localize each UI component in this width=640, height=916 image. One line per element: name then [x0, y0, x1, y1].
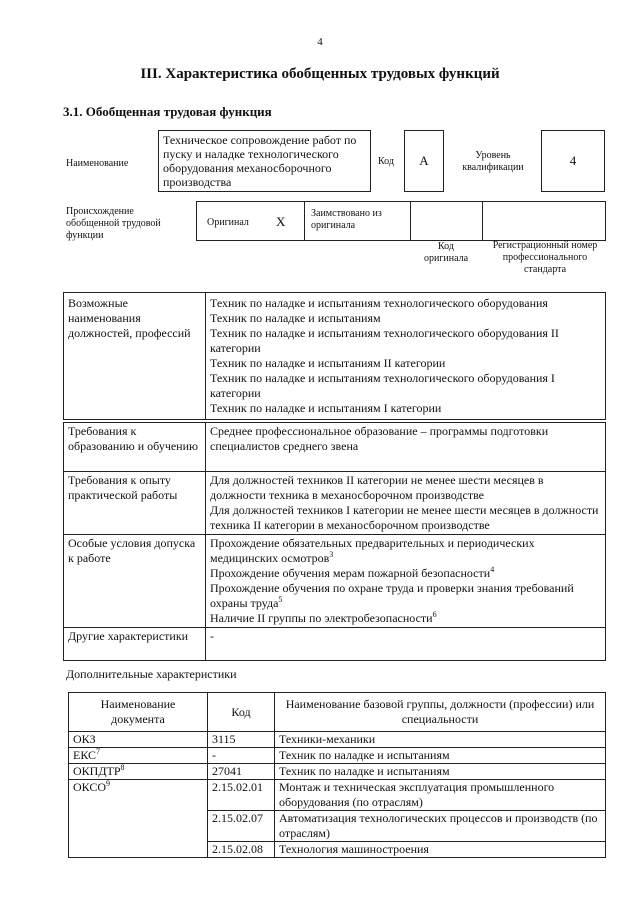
other-label: Другие характеристики — [64, 628, 206, 661]
table-row: ОКЗ 3115 Техники-механики — [69, 732, 606, 748]
position-item: Техник по наладке и испытаниям технологического оборудования I категории — [210, 371, 555, 400]
requirements-table — [63, 422, 606, 661]
function-name: Техническое сопровождение работ по пуску и наладке технологического оборудования механосборочного производства — [163, 133, 357, 189]
special-item: Прохождение обучения мерам пожарной безопасности$^4$ — [210, 565, 495, 580]
footnote-mark: 3 — [329, 550, 334, 559]
position-item: Техник по наладке и испытаниям I категории — [210, 401, 442, 415]
subsection-title: 3.1. Обобщенная трудовая функция — [63, 104, 272, 119]
positions-list — [206, 293, 606, 420]
education-label: Требования к образованию и обучению — [64, 423, 206, 472]
experience-item: Для должностей техников II категории не менее шести месяцев в должности техника в механосборочном производстве — [210, 473, 544, 502]
original-label: Оригинал — [207, 217, 249, 228]
original-mark: X — [276, 214, 286, 229]
additional-title: Дополнительные характеристики — [66, 667, 237, 681]
table-row: ОКСО$^9$ 2.15.02.01 Монтаж и техническая эксплуатация промышленного оборудования (по отраслям) — [69, 780, 606, 811]
special-item: Прохождение обязательных предварительных и периодических медицинских осмотров$^3$ — [210, 536, 535, 565]
experience-label: Требования к опыту практической работы — [64, 472, 206, 535]
experience-item: Для должностей техников I категории не менее шести месяцев в должности техника II категории в механосборочном производстве — [210, 503, 599, 532]
section-title: III. Характеристика обобщенных трудовых функций — [140, 66, 500, 82]
special-label: Особые условия допуска к работе — [64, 535, 206, 628]
other-value: - — [206, 628, 606, 661]
additional-table — [68, 692, 606, 858]
special-item: Прохождение обучения по охране труда и проверки знания требований охраны труда$^5$ — [210, 581, 574, 610]
page-number: 4 — [317, 36, 323, 48]
positions-label: Возможные наименования должностей, профессий — [64, 293, 206, 420]
position-item: Техник по наладке и испытаниям технологического оборудования II категории — [210, 326, 559, 355]
code-label: Код — [378, 156, 394, 167]
col-name-header: Наименование базовой группы, должности (профессии) или специальности — [275, 693, 606, 732]
table-row: ОКПДТР$^8$ 27041 Техник по наладке и испытаниям — [69, 764, 606, 780]
reg-number-label: Регистрационный номер профессионального стандарта — [492, 240, 598, 275]
special-item: Наличие II группы по электробезопасности$^6$ — [210, 610, 437, 625]
experience-list — [206, 472, 606, 535]
code-original-label: Код оригинала — [423, 241, 469, 264]
col-code-header: Код — [208, 693, 275, 732]
position-item: Техник по наладке и испытаниям — [210, 311, 381, 325]
position-item: Техник по наладке и испытаниям II категории — [210, 356, 446, 370]
origin-label: Происхождение обобщенной трудовой функции — [66, 206, 161, 241]
level-value: 4 — [541, 130, 605, 192]
table-row: 2.15.02.07 Автоматизация технологических процессов и производств (по отраслям) — [69, 811, 606, 842]
special-list — [206, 535, 606, 628]
education-value: Среднее профессиональное образование – программы подготовки специалистов среднего звена — [206, 423, 606, 472]
col-doc-header: Наименование документа — [69, 693, 208, 732]
code-value: А — [404, 130, 444, 192]
footnote-mark: 5 — [278, 595, 283, 604]
footnote-mark: 6 — [432, 610, 437, 619]
table-row: 2.15.02.08 Технология машиностроения — [69, 842, 606, 858]
function-name-box — [158, 130, 371, 192]
position-item: Техник по наладке и испытаниям технологического оборудования — [210, 296, 548, 310]
positions-table — [63, 292, 606, 420]
borrowed-label: Заимствовано из оригинала — [311, 208, 382, 231]
name-label: Наименование — [66, 158, 129, 169]
level-label: Уровень квалификации — [462, 150, 524, 173]
footnote-mark: 4 — [490, 565, 495, 574]
table-row: ЕКС$^7$ - Техник по наладке и испытаниям — [69, 748, 606, 764]
